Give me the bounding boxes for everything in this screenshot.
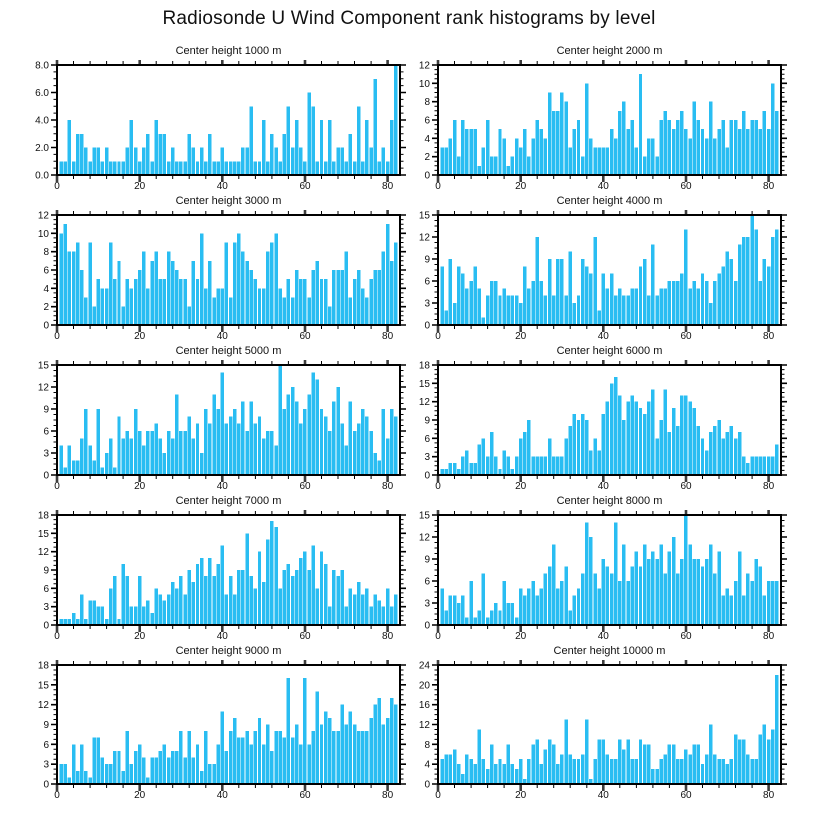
subplot-title: Center height 3000 m (175, 195, 282, 207)
histogram-panel-8000m (406, 494, 818, 644)
subplot-title: Center height 6000 m (556, 345, 663, 357)
svg-text:60: 60 (299, 181, 311, 192)
svg-text:2: 2 (43, 302, 49, 314)
svg-text:0: 0 (54, 181, 60, 192)
svg-text:60: 60 (680, 181, 692, 192)
svg-text:4: 4 (424, 133, 430, 145)
plot-frame (438, 665, 781, 784)
plot-frame (438, 365, 781, 475)
svg-text:15: 15 (418, 378, 430, 390)
subplot-title: Center height 5000 m (175, 345, 282, 357)
svg-text:60: 60 (680, 790, 692, 801)
svg-text:12: 12 (418, 532, 430, 544)
svg-text:9: 9 (43, 404, 49, 416)
subplot-title: Center height 1000 m (175, 45, 282, 57)
svg-text:0: 0 (424, 779, 430, 791)
y-major-ticks (51, 515, 406, 625)
svg-text:20: 20 (515, 481, 527, 492)
svg-text:40: 40 (597, 631, 609, 642)
svg-text:6: 6 (424, 115, 430, 127)
subplot-title: Center height 8000 m (556, 495, 663, 507)
y-major-ticks (51, 215, 406, 325)
svg-text:0: 0 (54, 331, 60, 342)
svg-text:0: 0 (435, 481, 441, 492)
svg-text:20: 20 (134, 481, 146, 492)
histogram-panel-6000m (406, 344, 818, 494)
histogram-plot-6000m (406, 360, 818, 494)
svg-text:20: 20 (515, 790, 527, 801)
svg-text:80: 80 (382, 331, 394, 342)
histogram-plot-7000m (0, 510, 409, 644)
subplot-title: Center height 7000 m (175, 495, 282, 507)
svg-text:0: 0 (435, 181, 441, 192)
y-major-ticks (432, 215, 787, 325)
svg-text:0: 0 (424, 470, 430, 482)
svg-text:15: 15 (37, 360, 49, 372)
svg-text:4: 4 (43, 283, 49, 295)
svg-text:8.0: 8.0 (35, 60, 49, 72)
svg-text:6: 6 (424, 576, 430, 588)
histogram-bars (440, 515, 778, 625)
svg-text:18: 18 (37, 660, 49, 672)
histogram-bars (59, 224, 397, 325)
histogram-bars (440, 74, 778, 175)
svg-text:80: 80 (382, 631, 394, 642)
svg-text:40: 40 (216, 181, 228, 192)
svg-text:9: 9 (424, 415, 430, 427)
svg-text:60: 60 (299, 481, 311, 492)
histogram-panel-7000m (0, 494, 409, 644)
svg-text:80: 80 (763, 481, 775, 492)
svg-text:8: 8 (43, 247, 49, 259)
svg-text:0: 0 (54, 790, 60, 801)
svg-text:80: 80 (382, 481, 394, 492)
svg-text:20: 20 (515, 631, 527, 642)
svg-text:9: 9 (43, 565, 49, 577)
svg-text:3: 3 (43, 448, 49, 460)
svg-text:18: 18 (418, 360, 430, 372)
svg-text:80: 80 (763, 331, 775, 342)
histogram-plot-9000m (0, 660, 409, 803)
histogram-panel-10000m (406, 644, 818, 809)
plot-frame (438, 515, 781, 625)
histogram-panel-1000m (0, 44, 409, 194)
svg-text:80: 80 (382, 181, 394, 192)
histogram-panel-4000m (406, 194, 818, 344)
svg-text:0: 0 (43, 470, 49, 482)
subplot-title: Center height 10000 m (553, 645, 666, 657)
svg-text:18: 18 (37, 510, 49, 522)
svg-text:40: 40 (597, 181, 609, 192)
svg-text:2: 2 (424, 152, 430, 164)
svg-text:12: 12 (418, 60, 430, 72)
svg-text:40: 40 (216, 631, 228, 642)
histogram-plot-2000m (406, 60, 818, 194)
svg-text:4.0: 4.0 (35, 115, 49, 127)
y-major-ticks (51, 665, 406, 784)
svg-text:15: 15 (37, 528, 49, 540)
histogram-plot-3000m (0, 210, 409, 344)
svg-text:20: 20 (515, 331, 527, 342)
svg-text:0: 0 (54, 631, 60, 642)
svg-text:3: 3 (424, 452, 430, 464)
svg-text:8: 8 (424, 739, 430, 751)
svg-text:15: 15 (418, 210, 430, 222)
histogram-plot-4000m (406, 210, 818, 344)
svg-text:12: 12 (37, 382, 49, 394)
svg-text:80: 80 (763, 631, 775, 642)
svg-text:6: 6 (43, 583, 49, 595)
svg-text:0: 0 (435, 331, 441, 342)
svg-text:60: 60 (299, 631, 311, 642)
svg-text:0: 0 (43, 320, 49, 332)
svg-text:60: 60 (299, 790, 311, 801)
svg-text:20: 20 (134, 181, 146, 192)
histogram-plot-8000m (406, 510, 818, 644)
histogram-panel-9000m (0, 644, 409, 809)
svg-text:6: 6 (43, 739, 49, 751)
svg-text:3: 3 (43, 759, 49, 771)
svg-text:4: 4 (424, 759, 430, 771)
plot-frame (57, 515, 400, 625)
subplot-title: Center height 9000 m (175, 645, 282, 657)
plot-frame (57, 365, 400, 475)
svg-text:0: 0 (435, 631, 441, 642)
y-major-ticks (51, 365, 406, 475)
svg-text:6: 6 (43, 265, 49, 277)
svg-text:0: 0 (43, 620, 49, 632)
svg-text:0: 0 (435, 790, 441, 801)
histogram-plot-10000m (406, 660, 818, 803)
svg-text:20: 20 (418, 680, 430, 692)
svg-text:10: 10 (37, 228, 49, 240)
plot-frame (57, 65, 400, 175)
svg-text:9: 9 (43, 720, 49, 731)
histogram-bars (59, 678, 397, 784)
histogram-plot-1000m (0, 60, 409, 194)
svg-text:0: 0 (424, 620, 430, 632)
figure-title: Radiosonde U Wind Component rank histograms by level (162, 8, 656, 29)
y-major-ticks (432, 515, 787, 625)
svg-text:80: 80 (382, 790, 394, 801)
y-major-ticks (51, 65, 406, 175)
svg-text:12: 12 (37, 210, 49, 222)
plot-frame (438, 65, 781, 175)
svg-text:20: 20 (134, 331, 146, 342)
histogram-bars (440, 215, 778, 325)
histogram-panel-5000m (0, 344, 409, 494)
svg-text:0: 0 (424, 320, 430, 332)
svg-text:12: 12 (418, 720, 430, 731)
svg-text:60: 60 (680, 331, 692, 342)
svg-text:40: 40 (216, 481, 228, 492)
svg-text:3: 3 (424, 298, 430, 310)
plot-frame (57, 215, 400, 325)
svg-text:0: 0 (54, 481, 60, 492)
svg-text:6: 6 (424, 276, 430, 288)
histogram-bars (59, 365, 397, 475)
svg-text:15: 15 (418, 510, 430, 522)
svg-text:6: 6 (424, 433, 430, 445)
svg-text:40: 40 (597, 790, 609, 801)
svg-text:80: 80 (763, 181, 775, 192)
svg-text:80: 80 (763, 790, 775, 801)
subplot-title: Center height 2000 m (556, 45, 663, 57)
svg-text:9: 9 (424, 254, 430, 266)
svg-text:0.0: 0.0 (35, 170, 49, 182)
histogram-panel-3000m (0, 194, 409, 344)
svg-text:8: 8 (424, 97, 430, 109)
svg-text:3: 3 (424, 598, 430, 610)
svg-text:0: 0 (43, 779, 49, 791)
svg-text:12: 12 (418, 397, 430, 409)
svg-text:2.0: 2.0 (35, 143, 49, 154)
svg-text:9: 9 (424, 554, 430, 566)
histogram-bars (59, 521, 397, 625)
svg-text:40: 40 (597, 331, 609, 342)
svg-text:3: 3 (43, 602, 49, 614)
y-major-ticks (432, 65, 787, 175)
svg-text:12: 12 (37, 700, 49, 712)
svg-text:16: 16 (418, 700, 430, 712)
histogram-bars (59, 65, 397, 175)
plot-frame (438, 215, 781, 325)
subplot-title: Center height 4000 m (556, 195, 663, 207)
svg-text:10: 10 (418, 78, 430, 90)
svg-text:6: 6 (43, 426, 49, 438)
histogram-panel-2000m (406, 44, 818, 194)
svg-text:60: 60 (680, 631, 692, 642)
svg-text:15: 15 (37, 680, 49, 692)
histogram-bars (440, 377, 778, 475)
y-major-ticks (432, 665, 787, 784)
histogram-bars (440, 675, 778, 784)
svg-text:0: 0 (424, 170, 430, 182)
svg-text:40: 40 (216, 331, 228, 342)
svg-text:6.0: 6.0 (35, 88, 49, 99)
svg-text:20: 20 (515, 181, 527, 192)
svg-text:12: 12 (418, 232, 430, 244)
svg-text:40: 40 (216, 790, 228, 801)
svg-text:24: 24 (418, 660, 430, 672)
svg-text:60: 60 (299, 331, 311, 342)
svg-text:40: 40 (597, 481, 609, 492)
svg-text:20: 20 (134, 790, 146, 801)
svg-text:20: 20 (134, 631, 146, 642)
y-major-ticks (432, 365, 787, 475)
svg-text:60: 60 (680, 481, 692, 492)
histogram-plot-5000m (0, 360, 409, 494)
svg-text:12: 12 (37, 547, 49, 559)
plot-frame (57, 665, 400, 784)
